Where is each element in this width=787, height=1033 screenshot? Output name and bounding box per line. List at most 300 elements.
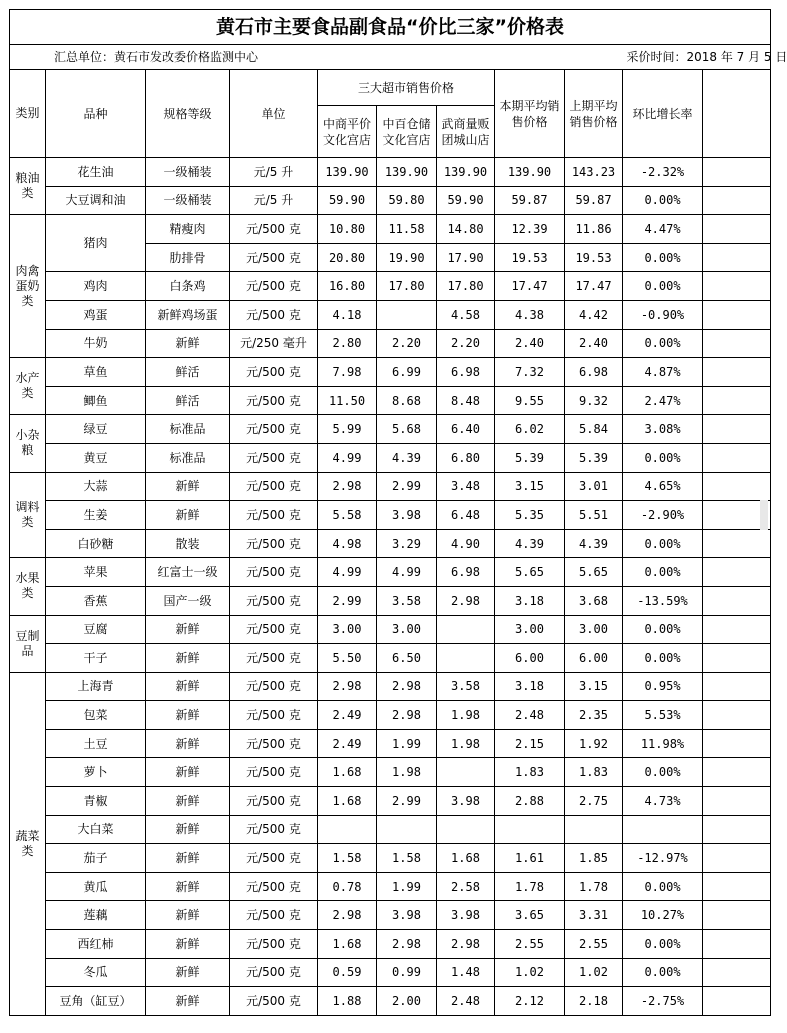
current-avg-price: 59.87 — [495, 186, 565, 215]
change-rate: 0.00% — [623, 329, 703, 358]
change-rate: 0.00% — [623, 872, 703, 901]
store-3-price: 2.58 — [437, 872, 495, 901]
change-rate: 4.47% — [623, 215, 703, 244]
store-2-price: 2.00 — [377, 987, 437, 1016]
prev-avg-price: 59.87 — [565, 186, 623, 215]
store-2-price: 3.98 — [377, 901, 437, 930]
category-cell: 水产类 — [10, 358, 46, 415]
store-2-price: 19.90 — [377, 243, 437, 272]
table-row — [10, 644, 771, 673]
current-avg-price: 6.00 — [495, 644, 565, 673]
store-3-price: 6.40 — [437, 415, 495, 444]
current-avg-price: 5.65 — [495, 558, 565, 587]
scroll-edge — [760, 500, 768, 530]
spec-cell: 新鲜 — [146, 472, 230, 501]
change-rate: 0.00% — [623, 186, 703, 215]
header-prev-avg: 上期平均销售价格 — [565, 70, 623, 158]
current-avg-price: 2.88 — [495, 787, 565, 816]
current-avg-price: 3.15 — [495, 472, 565, 501]
header-store-2: 中百仓储文化宫店 — [377, 106, 437, 158]
unit-cell: 元/500 克 — [230, 729, 318, 758]
unit-cell: 元/500 克 — [230, 987, 318, 1016]
store-1-price: 5.50 — [318, 644, 377, 673]
variety-cell: 大白菜 — [46, 815, 146, 844]
store-1-price: 1.68 — [318, 930, 377, 959]
store-1-price — [318, 815, 377, 844]
spec-cell: 新鲜 — [146, 615, 230, 644]
table-row — [10, 872, 771, 901]
store-3-price: 6.48 — [437, 501, 495, 530]
category-cell: 豆制品 — [10, 615, 46, 672]
blank-cell — [703, 729, 771, 758]
variety-cell: 鲫鱼 — [46, 386, 146, 415]
blank-cell — [703, 329, 771, 358]
store-1-price: 10.80 — [318, 215, 377, 244]
store-2-price: 3.29 — [377, 529, 437, 558]
store-1-price: 2.98 — [318, 901, 377, 930]
store-2-price: 4.99 — [377, 558, 437, 587]
change-rate: 4.73% — [623, 787, 703, 816]
change-rate: 5.53% — [623, 701, 703, 730]
variety-cell: 萝卜 — [46, 758, 146, 787]
spec-cell: 散装 — [146, 529, 230, 558]
store-1-price: 20.80 — [318, 243, 377, 272]
prev-avg-price: 9.32 — [565, 386, 623, 415]
change-rate: -2.32% — [623, 158, 703, 187]
prev-avg-price: 6.00 — [565, 644, 623, 673]
spec-cell: 鲜活 — [146, 358, 230, 387]
variety-cell: 大豆调和油 — [46, 186, 146, 215]
change-rate: 0.00% — [623, 529, 703, 558]
blank-cell — [703, 701, 771, 730]
store-2-price: 5.68 — [377, 415, 437, 444]
prev-avg-price: 17.47 — [565, 272, 623, 301]
category-cell: 蔬菜类 — [10, 672, 46, 1015]
store-3-price: 139.90 — [437, 158, 495, 187]
spec-cell: 新鲜鸡场蛋 — [146, 300, 230, 329]
variety-cell: 包菜 — [46, 701, 146, 730]
prev-avg-price: 2.40 — [565, 329, 623, 358]
variety-cell: 绿豆 — [46, 415, 146, 444]
table-row — [10, 672, 771, 701]
prev-avg-price: 11.86 — [565, 215, 623, 244]
unit-cell: 元/500 克 — [230, 644, 318, 673]
blank-cell — [703, 815, 771, 844]
store-2-price: 1.98 — [377, 758, 437, 787]
store-2-price: 3.98 — [377, 501, 437, 530]
current-avg-price: 3.18 — [495, 586, 565, 615]
store-2-price: 11.58 — [377, 215, 437, 244]
header-category: 类别 — [10, 70, 46, 158]
spec-cell: 新鲜 — [146, 844, 230, 873]
header-store-3: 武商量贩团城山店 — [437, 106, 495, 158]
prev-avg-price: 3.31 — [565, 901, 623, 930]
table-row — [10, 615, 771, 644]
spec-cell: 鲜活 — [146, 386, 230, 415]
spec-cell: 新鲜 — [146, 815, 230, 844]
spec-cell: 精瘦肉 — [146, 215, 230, 244]
table-row — [10, 158, 771, 187]
store-2-price: 2.98 — [377, 701, 437, 730]
store-3-price: 2.98 — [437, 586, 495, 615]
unit-cell: 元/500 克 — [230, 586, 318, 615]
spec-cell: 一级桶装 — [146, 158, 230, 187]
spec-cell: 标准品 — [146, 443, 230, 472]
current-avg-price: 2.15 — [495, 729, 565, 758]
variety-cell: 鸡肉 — [46, 272, 146, 301]
store-3-price: 4.90 — [437, 529, 495, 558]
prev-avg-price: 1.85 — [565, 844, 623, 873]
store-2-price: 2.98 — [377, 930, 437, 959]
store-2-price: 3.58 — [377, 586, 437, 615]
store-2-price: 3.00 — [377, 615, 437, 644]
current-avg-price: 4.38 — [495, 300, 565, 329]
unit-cell: 元/500 克 — [230, 758, 318, 787]
store-3-price: 8.48 — [437, 386, 495, 415]
store-3-price: 6.98 — [437, 558, 495, 587]
store-2-price: 17.80 — [377, 272, 437, 301]
store-1-price: 4.99 — [318, 558, 377, 587]
table-row — [10, 987, 771, 1016]
header-unit: 单位 — [230, 70, 318, 158]
table-row — [10, 844, 771, 873]
header-blank — [703, 70, 771, 158]
header-spec: 规格等级 — [146, 70, 230, 158]
variety-cell: 草鱼 — [46, 358, 146, 387]
table-row — [10, 472, 771, 501]
spec-cell: 一级桶装 — [146, 186, 230, 215]
blank-cell — [703, 672, 771, 701]
prev-avg-price: 1.02 — [565, 958, 623, 987]
store-2-price: 2.98 — [377, 672, 437, 701]
store-1-price: 2.49 — [318, 701, 377, 730]
spec-cell: 新鲜 — [146, 729, 230, 758]
spec-cell: 肋排骨 — [146, 243, 230, 272]
current-avg-price: 5.39 — [495, 443, 565, 472]
store-2-price — [377, 815, 437, 844]
unit-cell: 元/500 克 — [230, 930, 318, 959]
price-table — [9, 9, 787, 1016]
blank-cell — [703, 872, 771, 901]
prev-avg-price: 1.92 — [565, 729, 623, 758]
spec-cell: 新鲜 — [146, 701, 230, 730]
store-1-price: 5.99 — [318, 415, 377, 444]
prev-avg-price: 4.39 — [565, 529, 623, 558]
prev-avg-price: 2.18 — [565, 987, 623, 1016]
blank-cell — [703, 987, 771, 1016]
table-row — [10, 930, 771, 959]
blank-cell — [703, 358, 771, 387]
store-1-price: 11.50 — [318, 386, 377, 415]
store-2-price: 4.39 — [377, 443, 437, 472]
current-avg-price: 1.78 — [495, 872, 565, 901]
store-1-price: 2.98 — [318, 672, 377, 701]
blank-cell — [703, 300, 771, 329]
change-rate: 0.00% — [623, 272, 703, 301]
blank-cell — [703, 958, 771, 987]
blank-cell — [703, 443, 771, 472]
unit-cell: 元/500 克 — [230, 615, 318, 644]
store-1-price: 0.78 — [318, 872, 377, 901]
unit-cell: 元/500 克 — [230, 443, 318, 472]
change-rate: 4.87% — [623, 358, 703, 387]
prev-avg-price: 3.01 — [565, 472, 623, 501]
change-rate: 2.47% — [623, 386, 703, 415]
header-change: 环比增长率 — [623, 70, 703, 158]
blank-cell — [703, 586, 771, 615]
variety-cell: 鸡蛋 — [46, 300, 146, 329]
unit-cell: 元/500 克 — [230, 358, 318, 387]
store-1-price: 59.90 — [318, 186, 377, 215]
unit-cell: 元/5 升 — [230, 186, 318, 215]
variety-cell: 香蕉 — [46, 586, 146, 615]
category-cell: 粮油类 — [10, 158, 46, 215]
header-supermarkets: 三大超市销售价格 — [318, 70, 495, 106]
change-rate: 0.00% — [623, 958, 703, 987]
table-row — [10, 958, 771, 987]
header-store-1: 中商平价文化宫店 — [318, 106, 377, 158]
prev-avg-price: 5.84 — [565, 415, 623, 444]
unit-cell: 元/500 克 — [230, 872, 318, 901]
spec-cell: 新鲜 — [146, 787, 230, 816]
prev-avg-price: 5.65 — [565, 558, 623, 587]
current-avg-price: 6.02 — [495, 415, 565, 444]
current-avg-price: 12.39 — [495, 215, 565, 244]
store-3-price: 6.80 — [437, 443, 495, 472]
store-3-price — [437, 644, 495, 673]
prev-avg-price: 3.00 — [565, 615, 623, 644]
category-cell: 小杂粮 — [10, 415, 46, 472]
change-rate: -2.90% — [623, 501, 703, 530]
store-2-price: 6.99 — [377, 358, 437, 387]
summary-unit: 汇总单位：黄石市发改委价格监测中心 — [10, 45, 437, 70]
current-avg-price: 1.02 — [495, 958, 565, 987]
store-3-price: 1.98 — [437, 729, 495, 758]
blank-cell — [703, 272, 771, 301]
current-avg-price: 4.39 — [495, 529, 565, 558]
prev-avg-price: 3.68 — [565, 586, 623, 615]
change-rate: -0.90% — [623, 300, 703, 329]
prev-avg-price: 1.78 — [565, 872, 623, 901]
current-avg-price: 3.00 — [495, 615, 565, 644]
store-1-price: 4.99 — [318, 443, 377, 472]
change-rate: 4.65% — [623, 472, 703, 501]
change-rate: -13.59% — [623, 586, 703, 615]
current-avg-price: 7.32 — [495, 358, 565, 387]
variety-cell: 黄豆 — [46, 443, 146, 472]
store-1-price: 4.98 — [318, 529, 377, 558]
store-3-price: 1.68 — [437, 844, 495, 873]
store-1-price: 2.80 — [318, 329, 377, 358]
prev-avg-price: 2.75 — [565, 787, 623, 816]
blank-cell — [703, 386, 771, 415]
blank-cell — [703, 472, 771, 501]
unit-cell: 元/500 克 — [230, 787, 318, 816]
prev-avg-price: 4.42 — [565, 300, 623, 329]
variety-cell: 西红柿 — [46, 930, 146, 959]
store-1-price: 16.80 — [318, 272, 377, 301]
table-row — [10, 701, 771, 730]
spec-cell: 白条鸡 — [146, 272, 230, 301]
store-2-price: 139.90 — [377, 158, 437, 187]
blank-cell — [703, 644, 771, 673]
change-rate: 0.00% — [623, 615, 703, 644]
unit-cell: 元/500 克 — [230, 844, 318, 873]
change-rate: 0.00% — [623, 558, 703, 587]
table-row — [10, 186, 771, 215]
table-row — [10, 901, 771, 930]
store-1-price: 1.68 — [318, 758, 377, 787]
unit-cell: 元/500 克 — [230, 701, 318, 730]
store-1-price: 4.18 — [318, 300, 377, 329]
table-row — [10, 729, 771, 758]
store-3-price: 59.90 — [437, 186, 495, 215]
unit-cell: 元/500 克 — [230, 815, 318, 844]
store-3-price: 4.58 — [437, 300, 495, 329]
variety-cell: 苹果 — [46, 558, 146, 587]
unit-cell: 元/5 升 — [230, 158, 318, 187]
unit-cell: 元/500 克 — [230, 215, 318, 244]
table-row — [10, 529, 771, 558]
blank-cell — [703, 758, 771, 787]
blank-cell — [703, 186, 771, 215]
header-row-1 — [10, 70, 771, 106]
variety-cell: 干子 — [46, 644, 146, 673]
table-row — [10, 501, 771, 530]
variety-cell: 土豆 — [46, 729, 146, 758]
category-cell: 水果类 — [10, 558, 46, 615]
info-row — [10, 45, 771, 70]
table-row — [10, 815, 771, 844]
store-1-price: 139.90 — [318, 158, 377, 187]
spec-cell: 标准品 — [146, 415, 230, 444]
blank-cell — [703, 930, 771, 959]
prev-avg-price: 3.15 — [565, 672, 623, 701]
variety-cell: 大蒜 — [46, 472, 146, 501]
unit-cell: 元/500 克 — [230, 529, 318, 558]
change-rate: 0.00% — [623, 243, 703, 272]
store-2-price: 2.20 — [377, 329, 437, 358]
unit-cell: 元/250 毫升 — [230, 329, 318, 358]
store-3-price: 17.80 — [437, 272, 495, 301]
change-rate: -12.97% — [623, 844, 703, 873]
store-2-price: 59.80 — [377, 186, 437, 215]
current-avg-price: 19.53 — [495, 243, 565, 272]
store-1-price: 1.58 — [318, 844, 377, 873]
prev-avg-price — [565, 815, 623, 844]
spec-cell: 新鲜 — [146, 329, 230, 358]
variety-cell: 牛奶 — [46, 329, 146, 358]
unit-cell: 元/500 克 — [230, 243, 318, 272]
table-row — [10, 758, 771, 787]
variety-cell: 花生油 — [46, 158, 146, 187]
unit-cell: 元/500 克 — [230, 386, 318, 415]
prev-avg-price: 5.39 — [565, 443, 623, 472]
spec-cell: 新鲜 — [146, 901, 230, 930]
change-rate: 11.98% — [623, 729, 703, 758]
change-rate: 0.95% — [623, 672, 703, 701]
store-2-price: 2.99 — [377, 472, 437, 501]
unit-cell: 元/500 克 — [230, 901, 318, 930]
table-row — [10, 787, 771, 816]
store-3-price: 14.80 — [437, 215, 495, 244]
blank-cell — [703, 787, 771, 816]
blank-cell — [703, 844, 771, 873]
spec-cell: 红富士一级 — [146, 558, 230, 587]
store-1-price: 0.59 — [318, 958, 377, 987]
store-2-price: 1.58 — [377, 844, 437, 873]
variety-cell: 豆角（缸豆） — [46, 987, 146, 1016]
price-sheet — [9, 9, 787, 1032]
current-avg-price: 2.48 — [495, 701, 565, 730]
current-avg-price: 1.61 — [495, 844, 565, 873]
spec-cell: 新鲜 — [146, 501, 230, 530]
change-rate: 0.00% — [623, 644, 703, 673]
store-3-price: 1.98 — [437, 701, 495, 730]
store-3-price — [437, 615, 495, 644]
spec-cell: 新鲜 — [146, 930, 230, 959]
blank-cell — [703, 415, 771, 444]
change-rate — [623, 815, 703, 844]
unit-cell: 元/500 克 — [230, 272, 318, 301]
store-2-price: 2.99 — [377, 787, 437, 816]
store-2-price — [377, 300, 437, 329]
unit-cell: 元/500 克 — [230, 415, 318, 444]
spec-cell: 新鲜 — [146, 987, 230, 1016]
table-row — [10, 443, 771, 472]
table-row — [10, 586, 771, 615]
variety-cell: 茄子 — [46, 844, 146, 873]
blank-cell — [703, 615, 771, 644]
store-3-price: 6.98 — [437, 358, 495, 387]
table-row — [10, 272, 771, 301]
store-2-price: 1.99 — [377, 872, 437, 901]
current-avg-price: 2.12 — [495, 987, 565, 1016]
current-avg-price: 3.65 — [495, 901, 565, 930]
page-title: 黄石市主要食品副食品“价比三家”价格表 — [10, 10, 771, 45]
variety-cell: 冬瓜 — [46, 958, 146, 987]
store-3-price: 2.98 — [437, 930, 495, 959]
store-3-price: 17.90 — [437, 243, 495, 272]
store-3-price: 3.48 — [437, 472, 495, 501]
store-1-price: 2.49 — [318, 729, 377, 758]
table-row — [10, 386, 771, 415]
store-2-price: 0.99 — [377, 958, 437, 987]
prev-avg-price: 19.53 — [565, 243, 623, 272]
spec-cell: 新鲜 — [146, 644, 230, 673]
spec-cell: 新鲜 — [146, 958, 230, 987]
variety-cell: 上海青 — [46, 672, 146, 701]
store-2-price: 1.99 — [377, 729, 437, 758]
blank-cell — [703, 158, 771, 187]
change-rate: 0.00% — [623, 758, 703, 787]
header-current-avg: 本期平均销售价格 — [495, 70, 565, 158]
unit-cell: 元/500 克 — [230, 300, 318, 329]
blank-cell — [703, 243, 771, 272]
store-3-price: 3.58 — [437, 672, 495, 701]
store-3-price: 3.98 — [437, 787, 495, 816]
store-2-price: 6.50 — [377, 644, 437, 673]
current-avg-price: 9.55 — [495, 386, 565, 415]
unit-cell: 元/500 克 — [230, 558, 318, 587]
store-3-price — [437, 815, 495, 844]
prev-avg-price: 1.83 — [565, 758, 623, 787]
store-3-price: 2.48 — [437, 987, 495, 1016]
change-rate: 0.00% — [623, 930, 703, 959]
store-3-price: 2.20 — [437, 329, 495, 358]
prev-avg-price: 2.55 — [565, 930, 623, 959]
title-row — [10, 10, 771, 45]
